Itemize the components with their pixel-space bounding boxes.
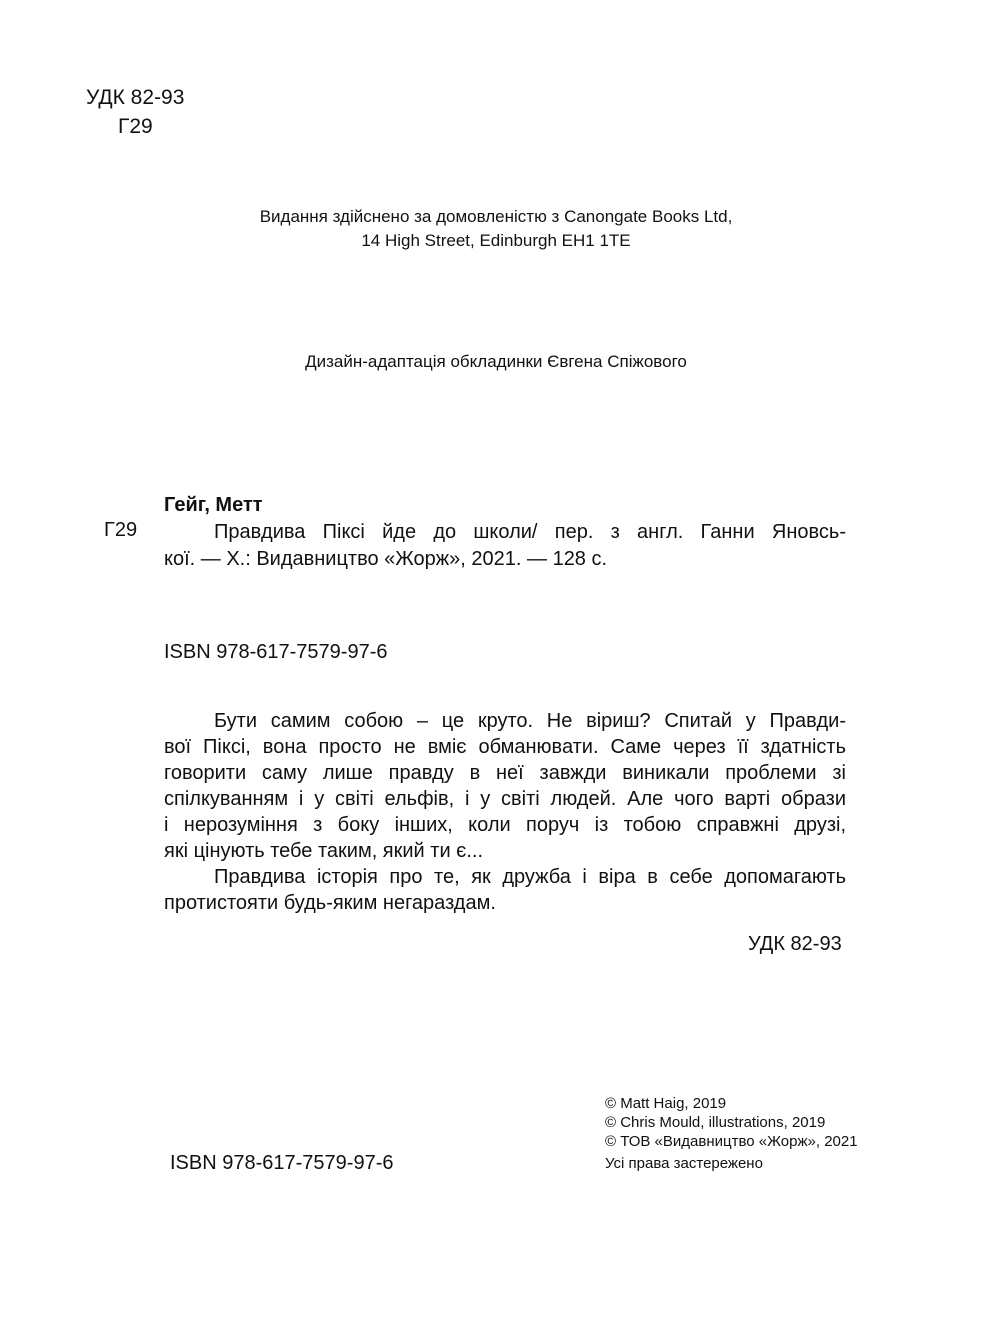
agreement-line: Видання здійснено за домовленістю з Canongate Books Ltd, (259, 207, 733, 226)
bib-line: Правдива Піксі йде до школи/ пер. з англ. Ганни Яновсь- (214, 521, 846, 543)
annotation-line: Бути самим собою – це круто. Не віриш? Спитай у Правди- (214, 710, 846, 732)
copyright-line: © ТОВ «Видавництво «Жорж», 2021 (605, 1133, 858, 1150)
author-name: Гейг, Метт (164, 494, 263, 516)
copyright-line: © Matt Haig, 2019 (605, 1095, 727, 1112)
udk-code: УДК 82-93 (86, 86, 185, 109)
agreement-line: 14 High Street, Edinburgh EH1 1TE (361, 231, 631, 250)
copyright-line: © Chris Mould, illustrations, 2019 (605, 1114, 826, 1131)
isbn: ISBN 978-617-7579-97-6 (164, 641, 388, 663)
bib-sign-code: Г29 (104, 519, 138, 541)
isbn-footer: ISBN 978-617-7579-97-6 (170, 1152, 394, 1174)
annotation-line: протистояти будь-яким негараздам. (164, 892, 496, 914)
cover-design-credit: Дизайн-адаптація обкладинки Євгена Спіжового (305, 352, 687, 371)
annotation-line: які цінують тебе таким, який ти є... (164, 840, 484, 862)
annotation-line: Правдива історія про те, як дружба і віра в себе допомагають (214, 866, 846, 888)
bibliographic-description (164, 519, 846, 573)
rights-reserved: Усі права застережено (605, 1155, 763, 1172)
annotation-line: говорити саму лише правду в неї завжди виникали проблеми зі (164, 762, 846, 784)
bib-line: кої. — Х.: Видавництво «Жорж», 2021. — 128 с. (164, 548, 608, 570)
author-sign-code: Г29 (118, 115, 153, 138)
annotation (164, 708, 846, 916)
annotation-line: і нерозуміння з боку інших, коли поруч із тобою справжні друзі, (164, 814, 846, 836)
annotation-udk: УДК 82-93 (748, 933, 842, 955)
annotation-line: спілкуванням і у світі ельфів, і у світі людей. Але чого варті образи (164, 788, 846, 810)
annotation-line: вої Піксі, вона просто не вміє обманювати. Саме через її здатність (164, 736, 846, 758)
copyright-block (605, 1094, 858, 1151)
publishing-agreement (0, 205, 992, 253)
